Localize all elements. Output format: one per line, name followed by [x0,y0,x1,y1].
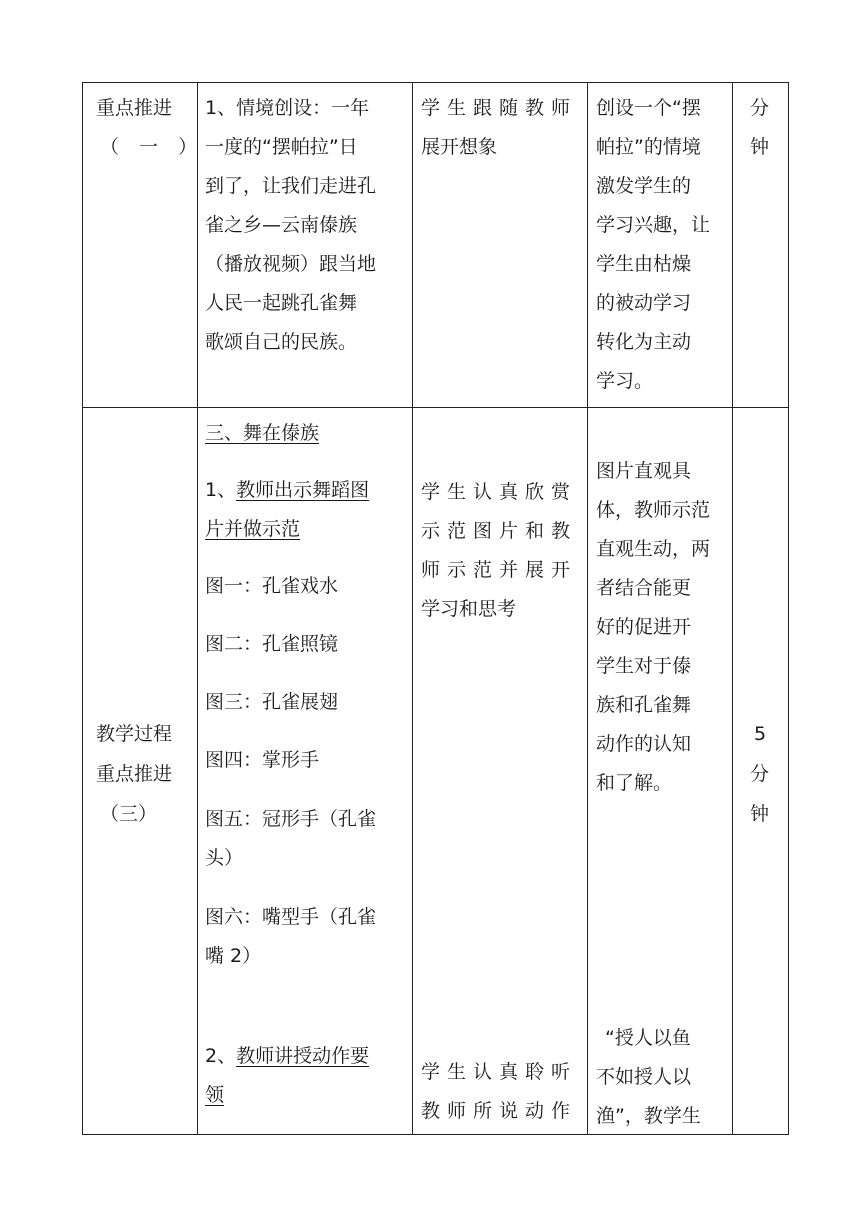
figure-item: 图五：冠形手（孔雀 [205,808,377,830]
activity-line: 一度的“摆帕拉”日 [205,136,358,158]
activity-line: 到了，让我们走进孔 [205,175,377,197]
purpose-line: 动作的认知 [596,733,692,755]
figure-item: 嘴 2） [205,945,262,967]
stage-label: 重点推进 [96,97,173,119]
time-value: 5 [754,723,767,745]
step-heading: 领 [205,1084,225,1106]
figure-item: 头） [205,847,244,869]
purpose-line: 不如授人以 [596,1066,692,1088]
student-activity-line: 展开想象 [421,136,498,158]
purpose-line: 学生由枯燥 [596,253,692,275]
purpose-line: 族和孔雀舞 [596,694,692,716]
purpose-line: 的被动学习 [596,292,692,314]
student-activity-line: 教师所说动作 [421,1100,578,1122]
column-divider [732,83,733,1134]
purpose-line: 学生对于傣 [596,655,692,677]
column-divider [587,83,588,1134]
time-label: 钟 [750,136,770,158]
stage-label: 重点推进 [96,763,173,785]
step-heading: 片并做示范 [205,518,301,540]
student-activity-line: 学生认真欣赏 [421,481,578,503]
activity-line: 人民一起跳孔雀舞 [205,292,358,314]
purpose-line: 图片直观具 [596,460,692,482]
purpose-line: 渔”，教学生 [596,1105,701,1127]
purpose-line: 帕拉”的情境 [596,136,701,158]
column-divider [412,83,413,1134]
step-text: 教师讲授动作要 [236,1045,370,1067]
figure-item: 图六：嘴型手（孔雀 [205,906,377,928]
stage-number: （ 一 ） [100,136,205,158]
step-text: 教师出示舞蹈图 [236,479,370,501]
step-heading [205,1036,369,1076]
section-title: 三、舞在傣族 [205,422,320,444]
student-activity-line: 师示范并展开 [421,559,578,581]
student-activity-line: 学习和思考 [421,598,517,620]
step-number: 2、 [205,1045,237,1067]
purpose-line: 者结合能更 [596,577,692,599]
purpose-line: 转化为主动 [596,331,692,353]
row-divider [83,407,788,408]
purpose-line: 学习兴趣，让 [596,214,711,236]
step-heading [205,470,369,510]
activity-line: 1、情境创设：一年 [205,97,370,119]
purpose-line: 和了解。 [596,772,673,794]
student-activity-line: 示范图片和教 [421,520,578,542]
figure-item: 图三：孔雀展翅 [205,691,339,713]
purpose-line: 直观生动，两 [596,538,711,560]
time-label: 分 [750,763,770,785]
purpose-line: 创设一个“摆 [596,97,701,119]
activity-line: （播放视频）跟当地 [205,253,377,275]
time-label: 分 [750,97,770,119]
figure-item: 图一：孔雀戏水 [205,575,339,597]
column-divider [197,83,198,1134]
stage-number: （三） [100,803,158,825]
student-activity-line: 学生认真聆听 [421,1061,578,1083]
purpose-line: 体，教师示范 [596,499,711,521]
purpose-line: 好的促进开 [596,616,692,638]
figure-item: 图四：掌形手 [205,749,320,771]
stage-label: 教学过程 [96,723,173,745]
purpose-line: 激发学生的 [596,175,692,197]
time-label: 钟 [750,803,770,825]
student-activity-line: 学生跟随教师 [421,97,578,119]
purpose-line: 学习。 [596,370,654,392]
step-number: 1、 [205,479,237,501]
activity-line: 雀之乡—云南傣族 [205,214,358,236]
purpose-line: “授人以鱼 [605,1027,691,1049]
activity-line: 歌颂自己的民族。 [205,331,358,353]
figure-item: 图二：孔雀照镜 [205,633,339,655]
